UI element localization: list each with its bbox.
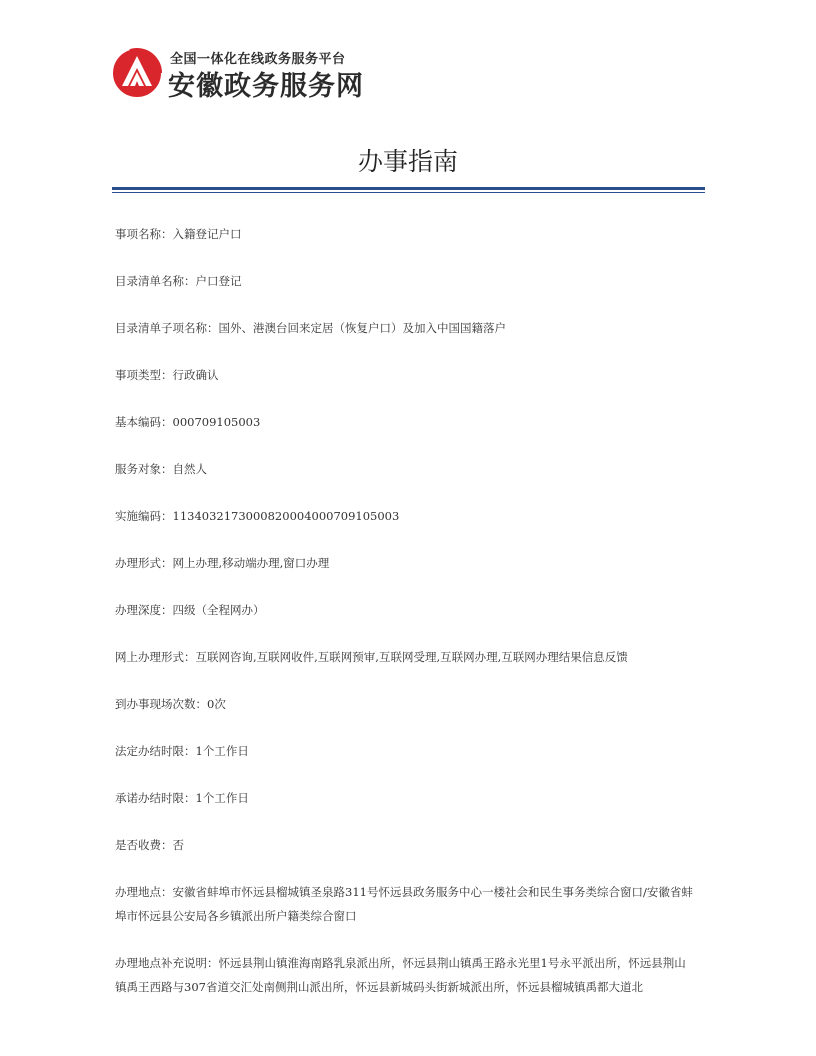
field-value: 000709105003	[172, 415, 261, 429]
field-label: 办理深度：	[115, 603, 173, 617]
field-value: 网上办理,移动端办理,窗口办理	[172, 556, 330, 570]
field-value: 互联网咨询,互联网收件,互联网预审,互联网受理,互联网办理,互联网办理结果信息反馈	[195, 650, 628, 664]
field-value: 否	[172, 838, 184, 852]
guide-field	[115, 739, 695, 763]
guide-field	[115, 222, 695, 246]
title-divider-thick	[112, 187, 705, 190]
field-label: 办理形式：	[115, 556, 173, 570]
guide-field	[115, 551, 695, 575]
field-label: 办理地点补充说明：	[115, 956, 219, 970]
field-label: 承诺办结时限：	[115, 791, 196, 805]
field-label: 目录清单名称：	[115, 274, 196, 288]
guide-field	[115, 363, 695, 387]
guide-field	[115, 269, 695, 293]
field-value: 户口登记	[195, 274, 242, 288]
guide-field	[115, 645, 695, 669]
field-value: 1个工作日	[195, 791, 249, 805]
field-label: 事项类型：	[115, 368, 173, 382]
brand-name: 安徽政务服务网	[168, 71, 364, 102]
field-label: 是否收费：	[115, 838, 173, 852]
field-value: 行政确认	[172, 368, 219, 382]
guide-field	[115, 598, 695, 622]
guide-field	[115, 951, 695, 999]
field-value: 安徽省蚌埠市怀远县榴城镇圣泉路311号怀远县政务服务中心一楼社会和民生事务类综合窗口/安徽省蚌埠市怀远县公安局各乡镇派出所户籍类综合窗口	[115, 885, 693, 923]
anhui-gov-logo-icon	[110, 46, 164, 100]
brand-subtitle: 全国一体化在线政务服务平台	[170, 52, 346, 67]
guide-field	[115, 786, 695, 810]
title-divider-thin	[112, 192, 705, 193]
guide-field	[115, 410, 695, 434]
field-label: 到办事现场次数：	[115, 697, 207, 711]
field-label: 目录清单子项名称：	[115, 321, 219, 335]
field-label: 法定办结时限：	[115, 744, 196, 758]
guide-field-list	[115, 222, 695, 1022]
field-label: 实施编码：	[115, 509, 173, 523]
field-value: 入籍登记户口	[172, 227, 242, 241]
field-label: 办理地点：	[115, 885, 173, 899]
field-value: 1个工作日	[195, 744, 249, 758]
field-label: 网上办理形式：	[115, 650, 196, 664]
field-value: 自然人	[172, 462, 207, 476]
field-label: 服务对象：	[115, 462, 173, 476]
field-value: 1134032173000820004000709105003	[172, 509, 400, 523]
guide-field	[115, 316, 695, 340]
guide-field	[115, 504, 695, 528]
guide-field	[115, 833, 695, 857]
site-header	[110, 46, 410, 106]
guide-field	[115, 692, 695, 716]
field-label: 基本编码：	[115, 415, 173, 429]
page-title: 办事指南	[357, 147, 458, 176]
field-value: 国外、港澳台回来定居（恢复户口）及加入中国国籍落户	[218, 321, 506, 335]
field-value: 四级（全程网办）	[172, 603, 265, 617]
guide-field	[115, 457, 695, 481]
field-value: 0次	[207, 697, 226, 711]
field-value: 怀远县荆山镇淮海南路乳泉派出所，怀远县荆山镇禹王路永光里1号永平派出所，怀远县荆山镇禹王西路与307省道交汇处南侧荆山派出所，怀远县新城码头街新城派出所，怀远县榴城镇禹都大道北	[115, 956, 686, 994]
field-label: 事项名称：	[115, 227, 173, 241]
guide-field	[115, 880, 695, 928]
